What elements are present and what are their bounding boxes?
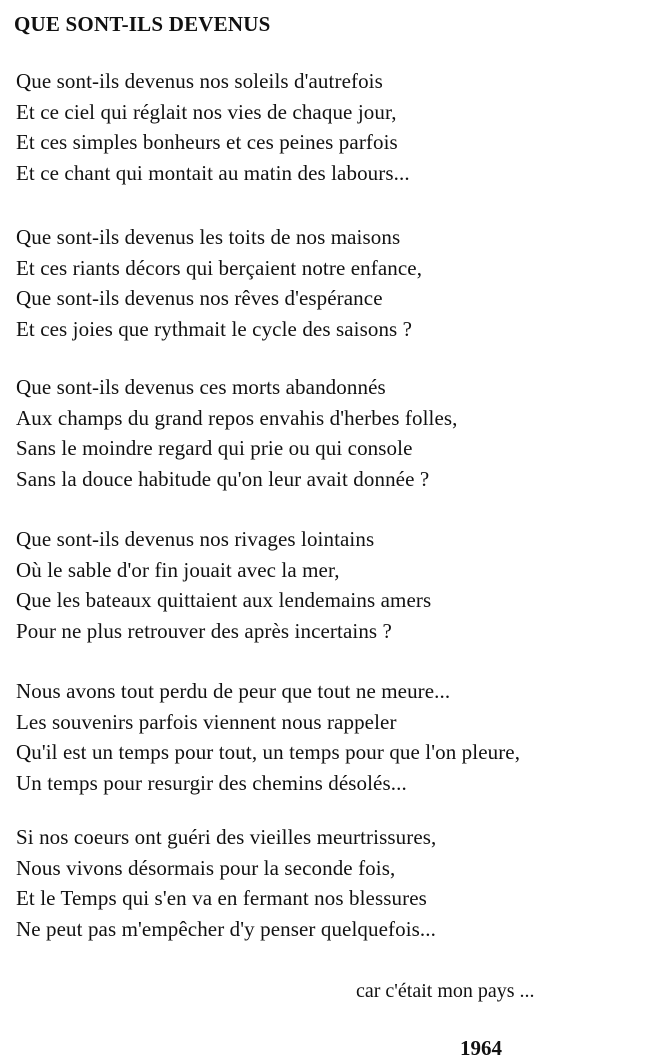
stanza-line: Et ces joies que rythmait le cycle des saisons ? bbox=[16, 316, 413, 341]
stanza-line: Nous vivons désormais pour la seconde fois, bbox=[16, 855, 396, 880]
stanza-3 bbox=[16, 372, 458, 494]
stanza-5 bbox=[16, 676, 520, 798]
stanza-line: Que sont-ils devenus nos rêves d'espérance bbox=[16, 286, 383, 310]
stanza-line: Ne peut pas m'empêcher d'y penser quelquefois... bbox=[16, 916, 436, 941]
stanza-line: Les souvenirs parfois viennent nous rappeler bbox=[16, 709, 397, 734]
stanza-line: Que sont-ils devenus ces morts abandonnés bbox=[16, 375, 386, 399]
stanza-line: Sans la douce habitude qu'on leur avait donnée ? bbox=[16, 466, 430, 491]
poem-title: QUE SONT-ILS DEVENUS bbox=[14, 12, 271, 36]
stanza-line: Pour ne plus retrouver des après incertains ? bbox=[16, 618, 392, 643]
stanza-line: Que sont-ils devenus les toits de nos maisons bbox=[16, 225, 401, 249]
stanza-line: Et le Temps qui s'en va en fermant nos blessures bbox=[16, 886, 427, 910]
poem-signature: car c'était mon pays ... bbox=[356, 980, 535, 1002]
stanza-1 bbox=[16, 66, 410, 188]
stanza-line: Que les bateaux quittaient aux lendemains amers bbox=[16, 588, 432, 612]
stanza-line: Aux champs du grand repos envahis d'herbes folles, bbox=[16, 405, 458, 430]
stanza-line: Et ce chant qui montait au matin des labours... bbox=[16, 160, 410, 185]
stanza-line: Et ces simples bonheurs et ces peines parfois bbox=[16, 130, 398, 154]
stanza-4 bbox=[16, 524, 431, 646]
stanza-line: Si nos coeurs ont guéri des vieilles meurtrissures, bbox=[16, 825, 437, 849]
stanza-2 bbox=[16, 222, 422, 344]
poem-year: 1964 bbox=[460, 1036, 502, 1060]
stanza-line: Sans le moindre regard qui prie ou qui console bbox=[16, 436, 413, 460]
stanza-6 bbox=[16, 822, 436, 944]
stanza-line: Qu'il est un temps pour tout, un temps pour que l'on pleure, bbox=[16, 740, 521, 764]
stanza-line: Nous avons tout perdu de peur que tout ne meure... bbox=[16, 679, 451, 703]
stanza-line: Et ce ciel qui réglait nos vies de chaque jour, bbox=[16, 99, 397, 124]
stanza-line: Que sont-ils devenus nos soleils d'autrefois bbox=[16, 69, 383, 93]
stanza-line: Que sont-ils devenus nos rivages lointains bbox=[16, 527, 375, 551]
stanza-line: Et ces riants décors qui berçaient notre enfance, bbox=[16, 255, 423, 280]
stanza-line: Un temps pour resurgir des chemins désolés... bbox=[16, 770, 407, 795]
stanza-line: Où le sable d'or fin jouait avec la mer, bbox=[16, 557, 340, 582]
